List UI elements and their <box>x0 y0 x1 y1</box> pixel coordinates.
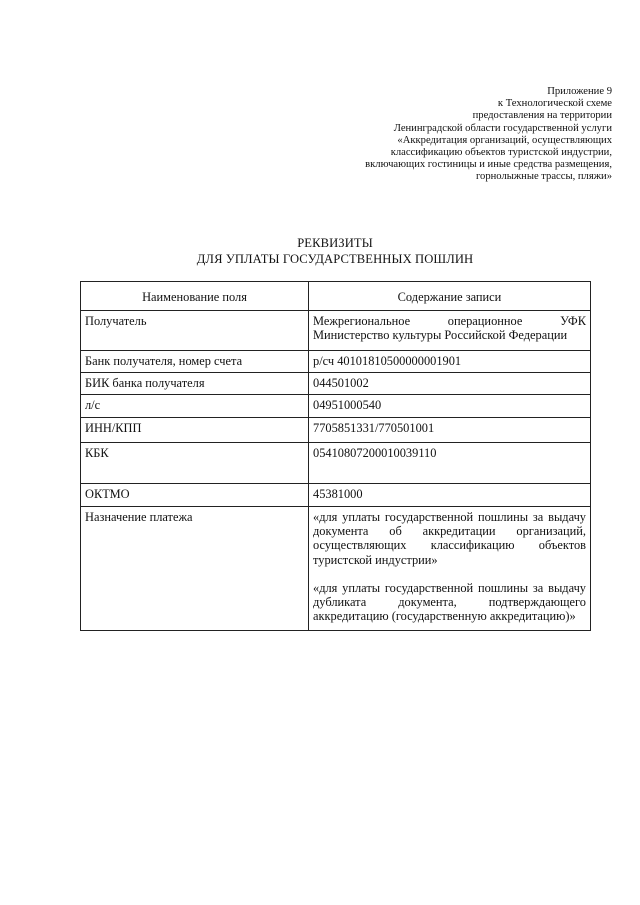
row-field-recipient: Получатель <box>81 311 309 351</box>
row-value-bik: 044501002 <box>309 373 591 395</box>
table-row <box>81 351 591 373</box>
row-field-payment-purpose: Назначение платежа <box>81 507 309 631</box>
row-value-payment-purpose <box>309 507 591 631</box>
document-title <box>80 236 590 267</box>
appendix-line: включающих гостиницы и иные средства размещения, <box>365 159 612 171</box>
appendix-line: Приложение 9 <box>547 86 612 97</box>
row-value-inn-kpp: 7705851331/770501001 <box>309 418 591 443</box>
row-field-inn-kpp: ИНН/КПП <box>81 418 309 443</box>
appendix-line: «Аккредитация организаций, осуществляющих <box>397 134 612 146</box>
appendix-line: к Технологической схеме <box>497 98 612 110</box>
table-row <box>81 311 591 351</box>
table-row <box>81 373 591 395</box>
row-value-bank-account: р/сч 40101810500000001901 <box>309 351 591 373</box>
column-header-field-name: Наименование поля <box>81 282 309 311</box>
row-field-kbk: КБК <box>81 443 309 484</box>
appendix-line: Ленинградской области государственной услуги <box>393 122 612 134</box>
appendix-note <box>292 86 612 184</box>
requisites-table <box>80 281 591 631</box>
title-line-1: РЕКВИЗИТЫ <box>297 236 373 250</box>
row-value-personal-account: 04951000540 <box>309 395 591 418</box>
row-field-bank-account: Банк получателя, номер счета <box>81 351 309 373</box>
appendix-line: предоставления на территории <box>472 110 612 122</box>
table-row <box>81 443 591 484</box>
row-field-bik: БИК банка получателя <box>81 373 309 395</box>
table-row <box>81 395 591 418</box>
column-header-field-content: Содержание записи <box>309 282 591 311</box>
payment-purpose-paragraph-2: «для уплаты государственной пошлины за выдачу дубликата документа, подтверждающего аккредитацию (государственную аккредитацию)» <box>313 580 586 624</box>
title-line-2: ДЛЯ УПЛАТЫ ГОСУДАРСТВЕННЫХ ПОШЛИН <box>196 251 474 266</box>
row-field-personal-account: л/с <box>81 395 309 418</box>
row-field-oktmo: ОКТМО <box>81 484 309 507</box>
table-row <box>81 484 591 507</box>
row-value-recipient: Межрегиональное операционное УФК Министерство культуры Российской Федерации <box>309 311 591 351</box>
row-value-kbk: 05410807200010039110 <box>309 443 591 484</box>
table-row <box>81 418 591 443</box>
row-value-oktmo: 45381000 <box>309 484 591 507</box>
table-row <box>81 507 591 631</box>
table-header-row <box>81 282 591 311</box>
payment-purpose-paragraph-1: «для уплаты государственной пошлины за выдачу документа об аккредитации организаций, осуществляющих классификацию объектов туристской индустрии» <box>313 510 586 567</box>
appendix-line: горнолыжные трассы, пляжи» <box>475 171 612 183</box>
appendix-line: классификацию объектов туристской индустрии, <box>390 147 612 159</box>
